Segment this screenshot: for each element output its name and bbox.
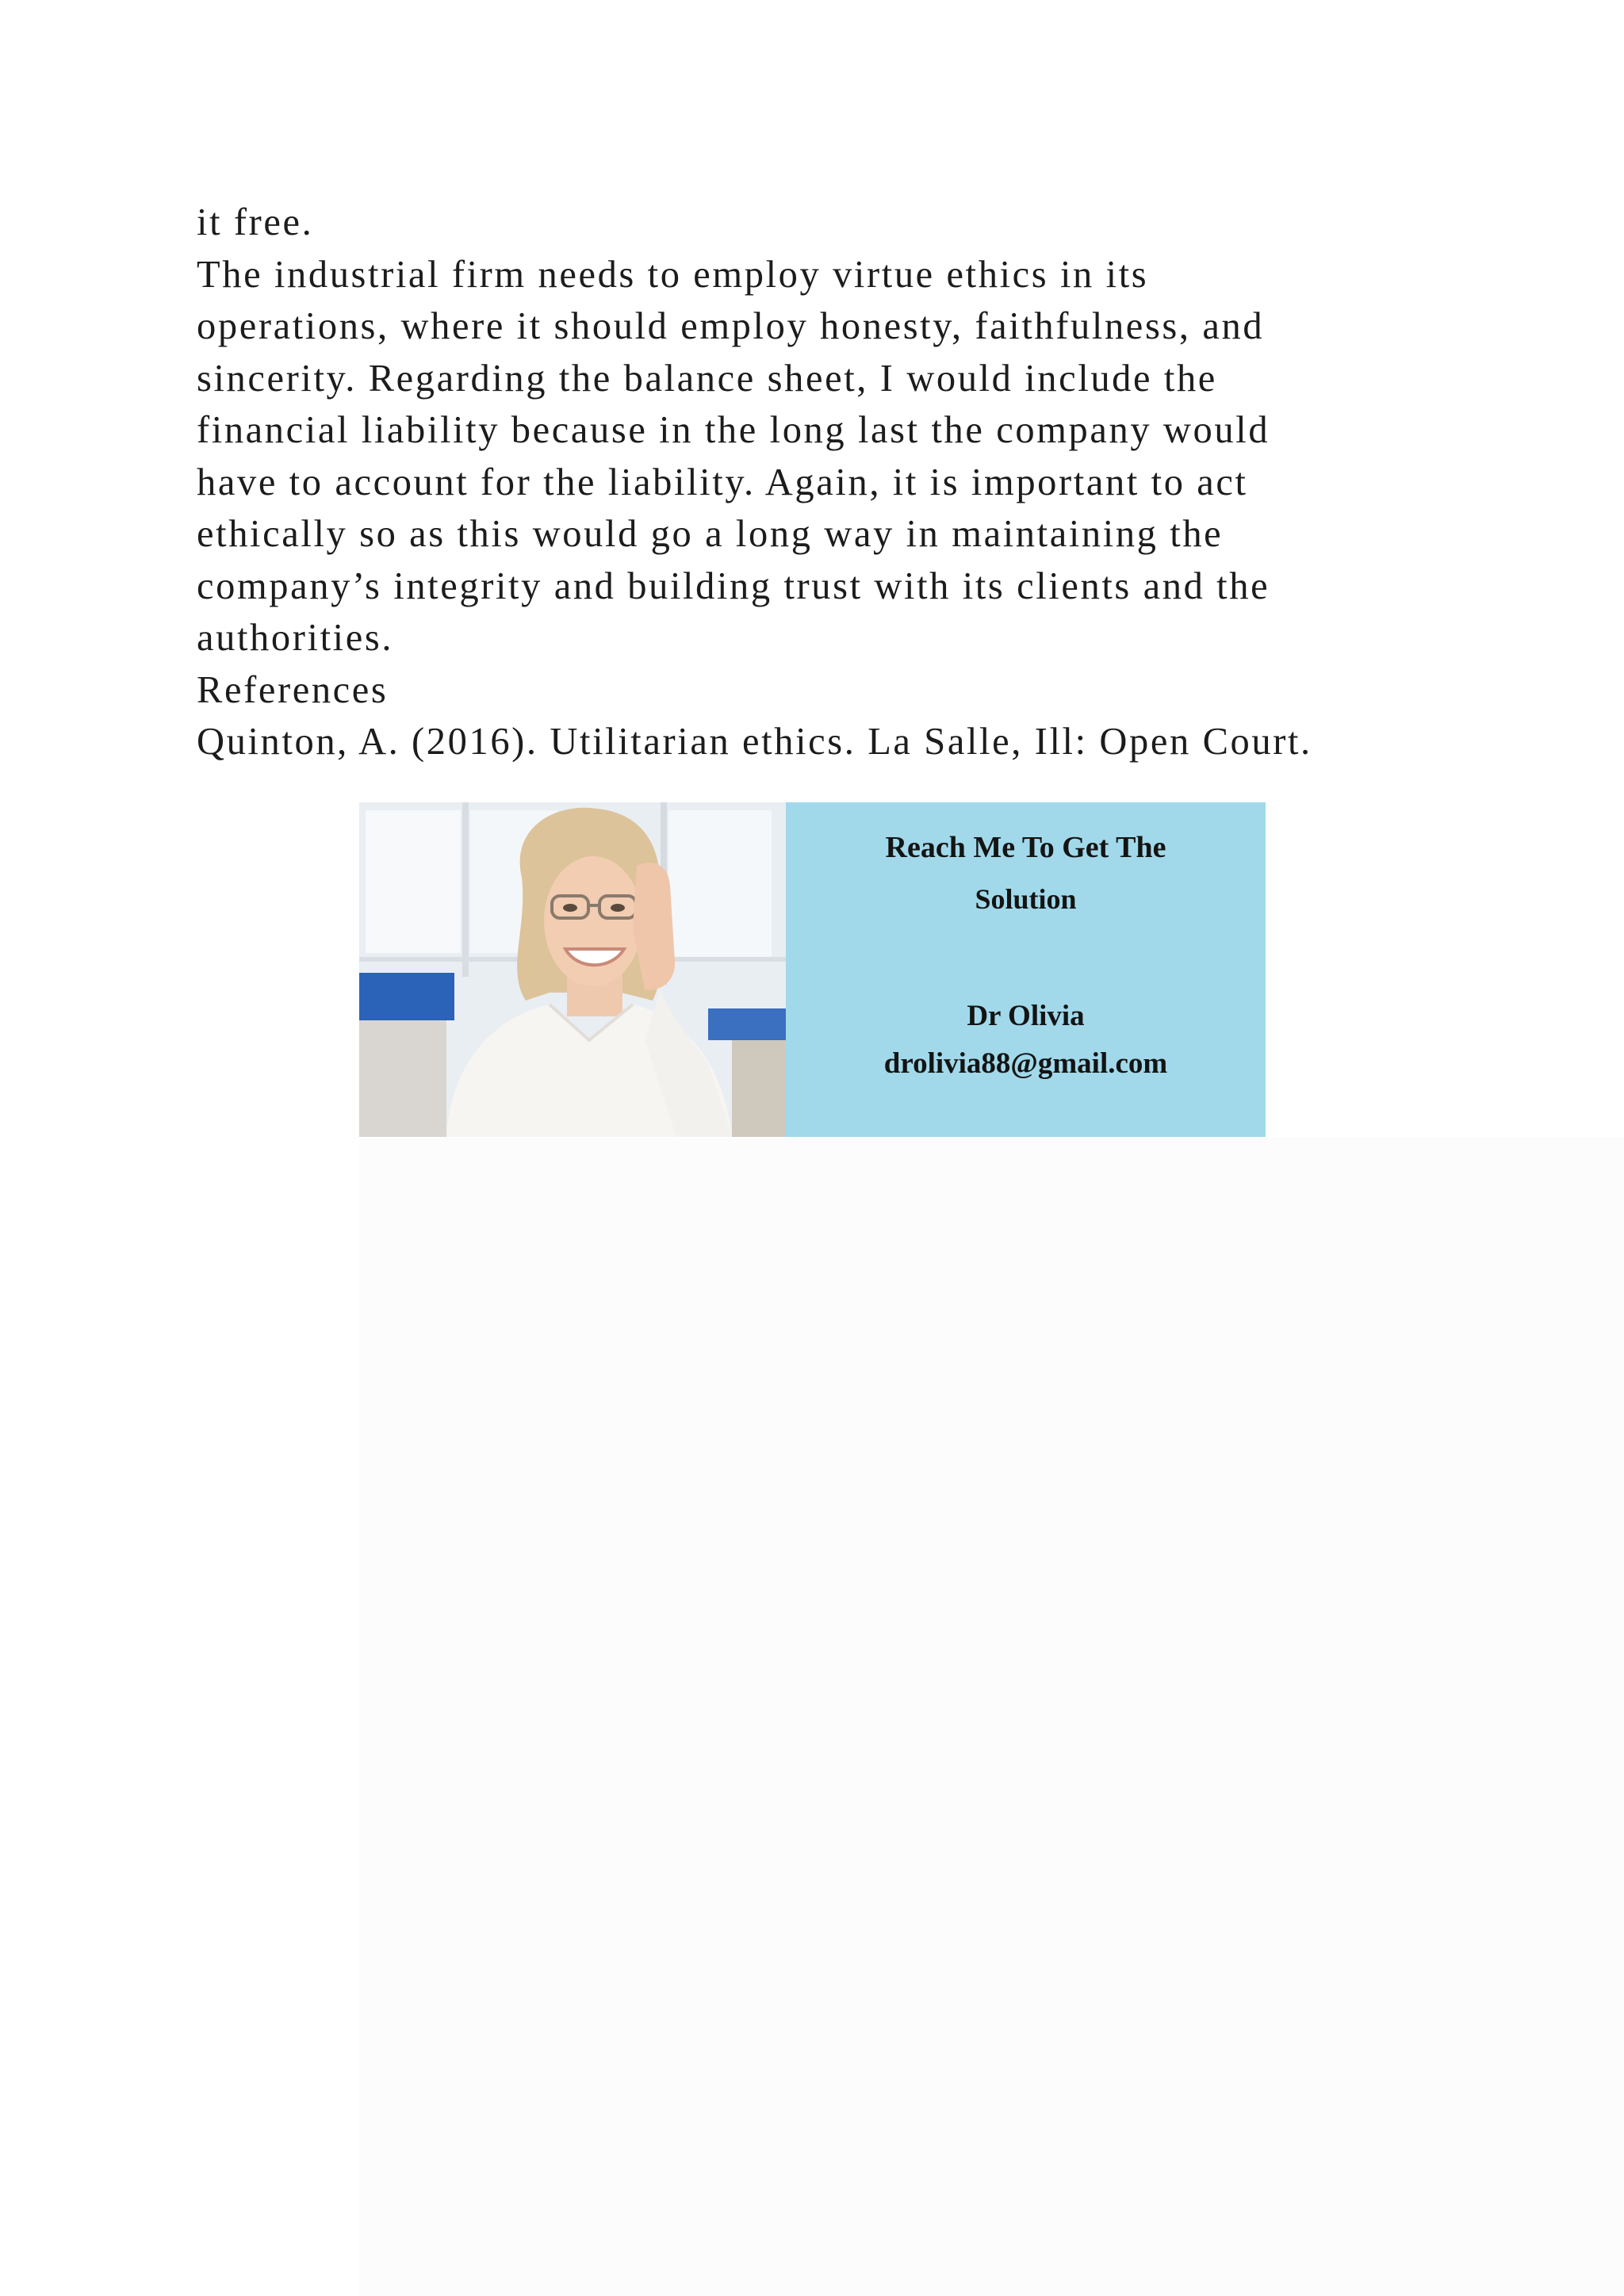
body-line: it free. <box>197 201 314 243</box>
contact-banner <box>359 802 1266 1137</box>
contact-email: drolivia88@gmail.com <box>883 1047 1168 1080</box>
reference-entry: Quinton, A. (2016). Utilitarian ethics. La Salle, Ill: Open Court. <box>197 721 1312 763</box>
woman-portrait-image <box>359 802 786 1137</box>
body-line: The industrial firm needs to employ virtue ethics in its <box>197 253 1149 296</box>
portrait-photo <box>359 802 786 1137</box>
document-body <box>197 197 1505 768</box>
contact-panel <box>786 802 1266 1137</box>
body-line: ethically so as this would go a long way in maintaining the <box>197 513 1224 555</box>
references-heading: References <box>197 668 389 711</box>
body-line: operations, where it should employ honesty, faithfulness, and <box>197 305 1265 347</box>
background-shade <box>359 1138 1624 2296</box>
body-line: company’s integrity and building trust with its clients and the <box>197 564 1270 607</box>
body-line: authorities. <box>197 617 394 659</box>
body-line: sincerity. Regarding the balance sheet, I would include the <box>197 357 1217 400</box>
body-line: have to account for the liability. Again, it is important to act <box>197 461 1248 503</box>
body-line: financial liability because in the long last the company would <box>197 409 1270 451</box>
cta-subheading: Solution <box>975 883 1077 915</box>
contact-name: Dr Olivia <box>967 1000 1085 1032</box>
cta-heading: Reach Me To Get The <box>885 831 1166 864</box>
